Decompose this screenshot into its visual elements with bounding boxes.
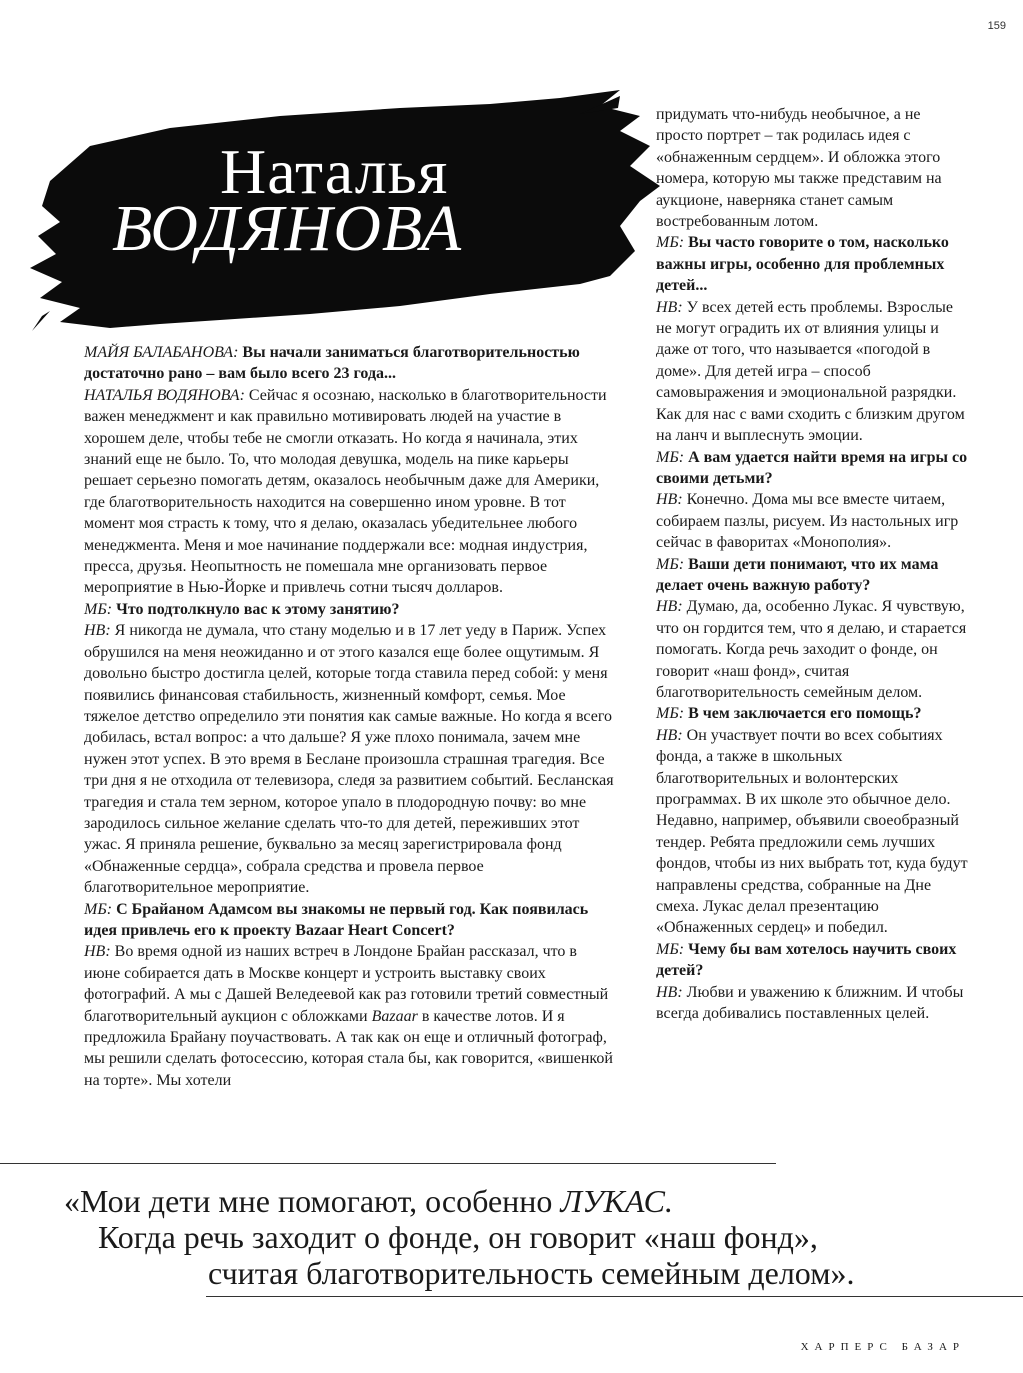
page-number: 159 [987,20,1006,32]
paragraph-question [656,939,968,982]
speaker: НАТАЛЬЯ ВОДЯНОВА: [84,386,245,404]
paragraph-text: Во время одной из наших встреч в Лондоне Брайан рассказал, что в июне собирается дать в Москве концерт и устроить выставку своих фотографий. А мы с Дашей Веледеевой как раз готовили третий совместный благотворительный аукцион с обложками [84,943,609,1025]
paragraph-text: А вам удается найти время на игры со своими детьми? [656,448,968,487]
pull-quote-text: «Мои дети мне помогают, особенно [64,1183,561,1219]
paragraph-question [84,342,614,385]
paragraph-text: Сейчас я осознаю, насколько в благотворительности важен менеджмент и как правильно мотивировать людей на участие в хорошем деле, чтобы тебе не смогли отказать. Но когда я начинала, этих знаний еще не было. То, что молодая девушка, модель на пике карьеры решает серьезно помогать детям, оказалось необычным даже для Америки, где благотворительность находится на совершенно ином уровне. В тот момент моя страсть к тому, что я делаю, оказалась убедительнее любого менеджмента. Меня и мое начинание поддержали все: модная индустрия, пресса, друзья. Неопытность не помешала мне организовать первое мероприятие в Нью-Йорке и привлечь сотни тысяч долларов. [84,386,607,597]
speaker: МБ: [656,705,685,723]
left-column [84,342,614,1091]
pull-quote-line-2: Когда речь заходит о фонде, он говорит «наш фонд», [98,1219,818,1255]
paragraph-question [84,599,614,620]
paragraph-text: Вы начали заниматься благотворительностью достаточно рано – вам было всего 23 года... [84,344,580,383]
paragraph-question [656,447,968,490]
title-first-name: Наталья [220,136,449,207]
paragraph-text: Вы часто говорите о том, насколько важны игры, особенно для проблемных детей... [656,234,949,295]
speaker: НВ: [656,298,683,316]
paragraph-answer [656,982,968,1025]
speaker: МБ: [656,940,685,958]
speaker: МАЙЯ БАЛАБАНОВА: [84,344,239,361]
paragraph-text: Чему бы вам хотелось научить своих детей? [656,940,957,980]
paragraph-text: в качестве лотов. И я предложила Брайану поучаствовать. А так как он еще и отличный фотограф, мы решили сделать фотосессию, которая стала бы, как говорится, «вишенкой на торте». Мы хотели [84,1007,613,1089]
paragraph-answer [656,596,968,703]
paragraph-text: С Брайаном Адамсом вы знакомы не первый год. Как появилась идея привлечь его к проекту Bazaar Heart Concert? [84,900,589,939]
paragraph-text: У всех детей есть проблемы. Взрослые не могут оградить их от влияния улицы и даже от того, что называется «погодой в доме». Для детей игра – способ самовыражения и эмоциональной разрядки. Как для нас с вами сходить с близким другом на ланч и выплеснуть эмоции. [656,298,965,445]
paragraph-question [656,232,968,296]
pull-quote-top-rule [0,1163,776,1164]
paragraph-text: Ваши дети понимают, что их мама делает очень важную работу? [656,555,939,594]
speaker: МБ: [656,448,685,466]
paragraph-answer [84,385,614,599]
paragraph-answer [656,297,968,447]
paragraph-text: Конечно. Дома мы все вместе читаем, собираем пазлы, рисуем. Из настольных игр сейчас в фаворитах «Монополия». [656,491,959,552]
title-last-name: ВОДЯНОВА [112,192,463,265]
magazine-footer: ХАРПЕРС БАЗАР [800,1341,965,1353]
paragraph-text: Он участвует почти во всех событиях фонда, а также в школьных благотворительных и волонтерских программах. В их школе это обычное дело. Недавно, например, объявили своеобразный тендер. Ребята предложили семь лучших фондов, чтобы из них выбрать тот, куда будут направлены средства, собранные на Дне смеха. Лукас делал презентацию «Обнаженных сердец» и победил. [656,726,968,937]
paragraph-text: Любви и уважению к ближним. И чтобы всегда добивались поставленных целей. [656,983,964,1023]
paragraph-text: Что подтолкнуло вас к этому занятию? [112,600,400,618]
paragraph-text: Я никогда не думала, что стану моделью и в 17 лет уеду в Париж. Успех обрушился на меня неожиданно и от этого казался еще более ощутимым. Я довольно быстро достигла целей, которые тогда ставила перед собой: у меня появились финансовая стабильность, жизненный комфорт, семья. Мое тяжелое детство определило эти понятия как самые важные. Но когда я всего добилась, встал вопрос: а что дальше? Я уже плохо понимала, зачем мне нужен этот успех. В это время в Беслане произошла страшная трагедия. Все три дня я не отходила от телевизора, следя за развитием событий. Бесланская трагедия и стала тем зерном, которое упало в плодородную почву: во мне зародилось сильное желание сделать что-то для детей, переживших этот ужас. Я приняла решение, буквально за месяц зарегистрировала фонд «Обнаженные сердца», собрала средства и провела первое благотворительное мероприятие. [84,622,614,897]
speaker: НВ: [84,943,111,961]
right-column [656,104,968,1024]
paragraph-answer [656,725,968,939]
pull-quote-line-3: считая благотворительность семейным делом». [208,1255,855,1291]
pull-quote-italic-name: ЛУКАС. [560,1183,673,1219]
speaker: НВ: [656,983,683,1001]
speaker: МБ: [84,900,113,918]
paragraph-answer [84,941,614,1091]
paragraph-answer [84,620,614,898]
speaker: МБ: [656,555,685,573]
paragraph-question [84,899,614,942]
paragraph-question [656,554,968,597]
pull-quote-bottom-rule [206,1296,1023,1297]
speaker: НВ: [84,622,111,640]
speaker: МБ: [84,600,113,618]
speaker: МБ: [656,234,685,252]
paragraph-text: Думаю, да, особенно Лукас. Я чувствую, что он гордится тем, что я делаю, и старается помогать. Когда речь заходит о фонде, он говорит «наш фонд», считая благотворительность семейным делом. [656,598,967,701]
paragraph-italic-text: Bazaar [371,1007,418,1025]
paragraph-answer [656,489,968,553]
speaker: НВ: [656,491,683,509]
paragraph-text: В чем заключается его помощь? [684,705,922,723]
paragraph-text: придумать что-нибудь необычное, а не просто портрет – так родилась идея с «обнаженным сердцем». И обложка этого номера, которую мы также представим на аукционе, наверняка станет самым востребованным лотом. [656,106,942,231]
speaker: НВ: [656,598,683,616]
paragraph-question [656,703,968,724]
paragraph-answer [656,104,968,232]
pull-quote-line-1 [64,1183,673,1220]
speaker: НВ: [656,726,683,744]
